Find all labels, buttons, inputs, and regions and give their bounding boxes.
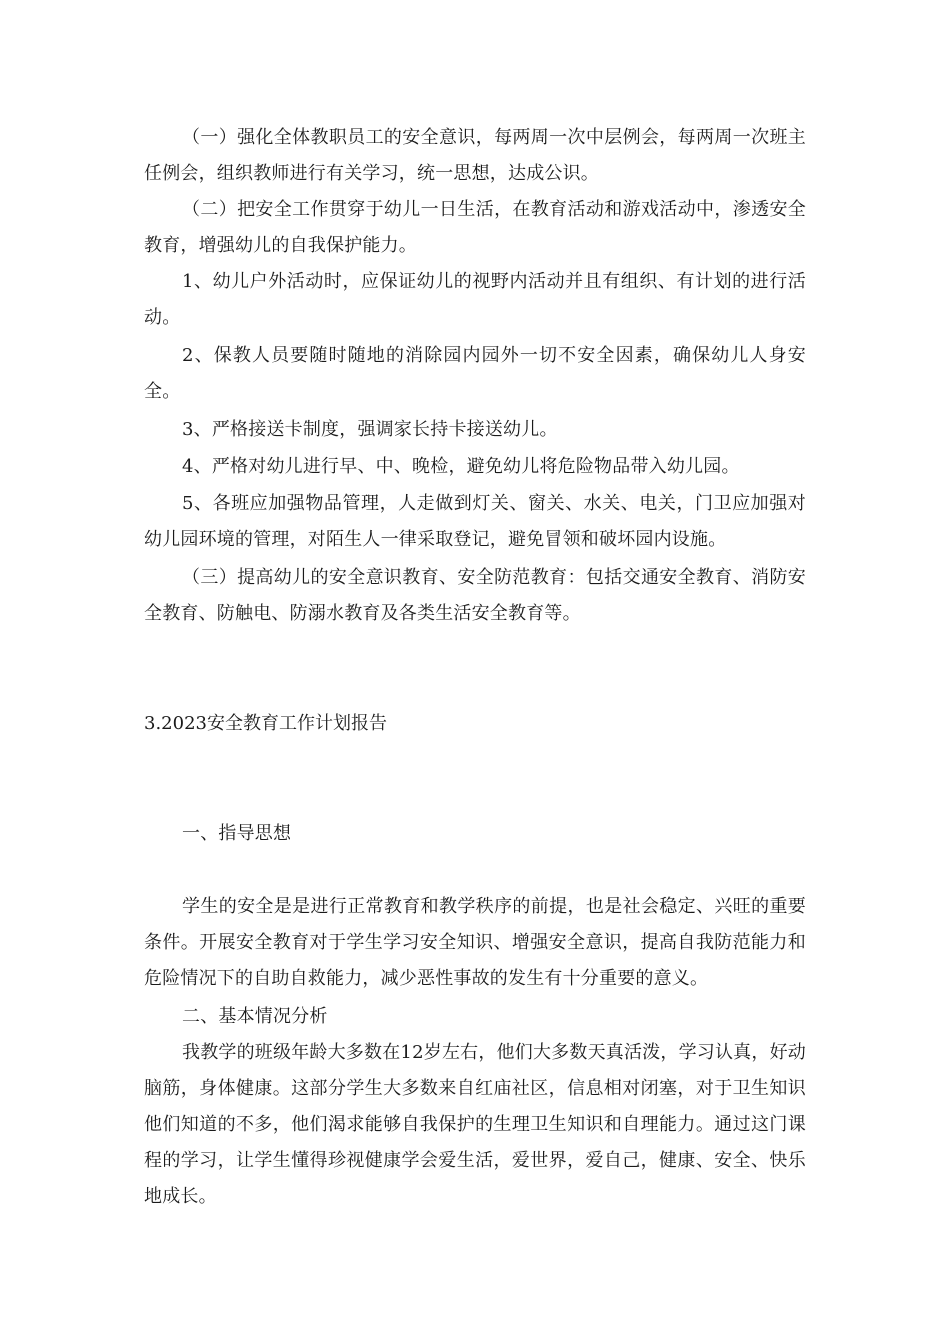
list-item-item-management: 5、各班应加强物品管理，人走做到灯关、窗关、水关、电关，门卫应加强对幼儿园环境的管理，对陌生人一律采取登记，避免冒领和破坏园内设施。 [144, 493, 806, 550]
list-item-pickup-card: 3、严格接送卡制度，强调家长持卡接送幼儿。 [182, 419, 558, 440]
paragraph-situation-analysis: 我教学的班级年龄大多数在12岁左右，他们大多数天真活泼，学习认真，好动脑筋，身体健康。这部分学生大多数来自红庙社区，信息相对闭塞，对于卫生知识他们知道的不多，他们渴求能够自我保护的生理卫生知识和自理能力。通过这门课程的学习，让学生懂得珍视健康学会爱生活，爱世界，爱自己，健康、安全、快乐地成长。 [144, 1042, 806, 1207]
heading-situation-analysis: 二、基本情况分析 [182, 1006, 328, 1027]
list-item-health-checks: 4、严格对幼儿进行早、中、晚检，避免幼儿将危险物品带入幼儿园。 [182, 456, 740, 477]
list-item-remove-hazards: 2、保教人员要随时随地的消除园内园外一切不安全因素，确保幼儿人身安全。 [144, 345, 806, 402]
list-item-outdoor-activity: 1、幼儿户外活动时，应保证幼儿的视野内活动并且有组织、有计划的进行活动。 [144, 271, 806, 328]
section-title: 3.2023安全教育工作计划报告 [144, 713, 387, 734]
paragraph-strengthen-awareness: （一）强化全体教职员工的安全意识，每两周一次中层例会，每两周一次班主任例会，组织教师进行有关学习，统一思想，达成公识。 [144, 127, 806, 184]
paragraph-guiding-ideology: 学生的安全是是进行正常教育和教学秩序的前提，也是社会稳定、兴旺的重要条件。开展安全教育对于学生学习安全知识、增强安全意识，提高自我防范能力和危险情况下的自助自救能力，减少恶性事故的发生有十分重要的意义。 [144, 896, 806, 989]
paragraph-daily-life-safety: （二）把安全工作贯穿于幼儿一日生活，在教育活动和游戏活动中，渗透安全教育，增强幼儿的自我保护能力。 [144, 199, 806, 256]
paragraph-safety-education: （三）提高幼儿的安全意识教育、安全防范教育：包括交通安全教育、消防安全教育、防触电、防溺水教育及各类生活安全教育等。 [144, 567, 806, 624]
heading-guiding-ideology: 一、指导思想 [182, 823, 292, 844]
